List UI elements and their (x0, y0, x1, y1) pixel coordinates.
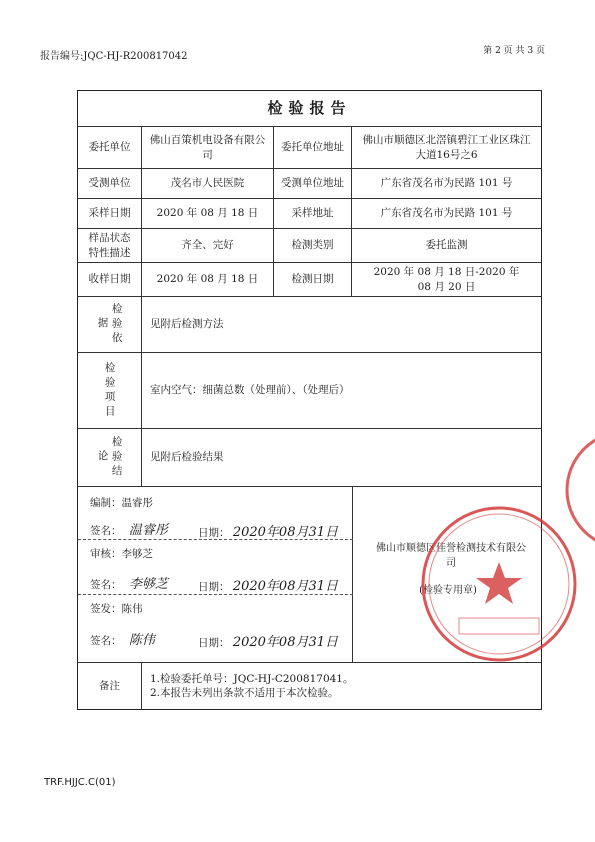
remark-line-1: 1.检验委托单号：JQC-HJ-C200817041。 (150, 672, 354, 685)
conclusion-value: 见附后检验结果 (142, 429, 541, 487)
sample-address-label: 采样地址 (274, 199, 352, 229)
conclusion-label: 检验结论 (96, 435, 123, 480)
sign-row-3 (90, 629, 155, 648)
handwritten-date-2: 2020年08月31日 (232, 579, 339, 594)
sign-label-2: 签名： (90, 579, 122, 591)
basis-label: 检验依据 (96, 302, 123, 347)
handwritten-date-1: 2020年08月31日 (232, 525, 339, 540)
reviewed-label: 审核： (90, 548, 122, 560)
compiled-name: 温睿彤 (121, 497, 153, 509)
test-type-label: 检测类别 (274, 229, 352, 263)
handwritten-signature-1: 温睿彤 (128, 523, 168, 538)
basis-label-cell (78, 297, 142, 353)
conclusion-label-cell (78, 429, 142, 487)
test-type-value: 委托监测 (352, 229, 541, 263)
date-row-3 (198, 631, 338, 650)
receive-date-label: 收样日期 (78, 263, 142, 297)
items-label: 检验项目 (103, 361, 116, 420)
items-value: 室内空气：细菌总数（处理前）、（处理后） (142, 353, 541, 429)
remarks-value (142, 663, 541, 709)
seal-note: (检验专用章) (419, 585, 477, 596)
date-row-1 (198, 521, 338, 540)
sample-date-label: 采样日期 (78, 199, 142, 229)
issued-label: 签发： (90, 603, 122, 615)
client-address-label: 委托单位地址 (274, 127, 352, 169)
form-code: TRF.HJJC.C(01) (44, 777, 116, 788)
partial-seal-stamp (545, 425, 595, 555)
tested-unit-value: 茂名市人民医院 (142, 169, 274, 199)
date-label-3: 日期： (198, 637, 230, 649)
sign-label-1: 签名： (90, 525, 122, 537)
reviewed-name: 李够芝 (121, 548, 153, 560)
tested-unit-label: 受测单位 (78, 169, 142, 199)
org-name: 佛山市顺德区佳誉检测技术有限公司 (376, 543, 526, 569)
page-indicator: 第 2 页 共 3 页 (483, 46, 545, 56)
sample-address-value: 广东省茂名市为民路 101 号 (352, 199, 541, 229)
items-label-cell (78, 353, 142, 429)
issued-row (90, 601, 143, 616)
test-date-label: 检测日期 (274, 263, 352, 297)
sample-date-value: 2020 年 08 月 18 日 (142, 199, 274, 229)
remark-line-2: 2.本报告未列出条款不适用于本次检验。 (150, 687, 339, 699)
date-row-2 (198, 575, 338, 594)
report-number: 报告编号:JQC-HJ-R200817042 (40, 51, 188, 62)
compiled-label: 编制： (90, 497, 122, 509)
divider (78, 594, 353, 595)
basis-value: 见附后检测方法 (142, 297, 541, 353)
test-date-value: 2020 年 08 月 18 日-2020 年 08 月 20 日 (352, 263, 541, 297)
sample-state-label: 样品状态特性描述 (78, 229, 142, 263)
client-label: 委托单位 (78, 127, 142, 169)
date-label-2: 日期： (198, 581, 230, 593)
client-address-value: 佛山市顺德区北滘镇碧江工业区珠江大道16号之6 (352, 127, 541, 169)
remarks-label: 备注 (78, 663, 142, 709)
issued-name: 陈伟 (121, 603, 143, 615)
handwritten-signature-2: 李够芝 (128, 577, 168, 592)
sign-label-3: 签名： (90, 635, 122, 647)
tested-address-value: 广东省茂名市为民路 101 号 (352, 169, 541, 199)
client-value: 佛山百策机电设备有限公司 (142, 127, 274, 169)
divider (78, 539, 353, 540)
sign-row-1 (90, 519, 168, 538)
tested-address-label: 受测单位地址 (274, 169, 352, 199)
report-title: 检验报告 (78, 91, 541, 127)
reviewed-row (90, 546, 153, 561)
date-label-1: 日期： (198, 527, 230, 539)
handwritten-signature-3: 陈伟 (128, 633, 155, 648)
sample-state-value: 齐全、完好 (142, 229, 274, 263)
receive-date-value: 2020 年 08 月 18 日 (142, 263, 274, 297)
sign-row-2 (90, 573, 168, 592)
compiled-row (90, 495, 153, 510)
handwritten-date-3: 2020年08月31日 (232, 635, 339, 650)
